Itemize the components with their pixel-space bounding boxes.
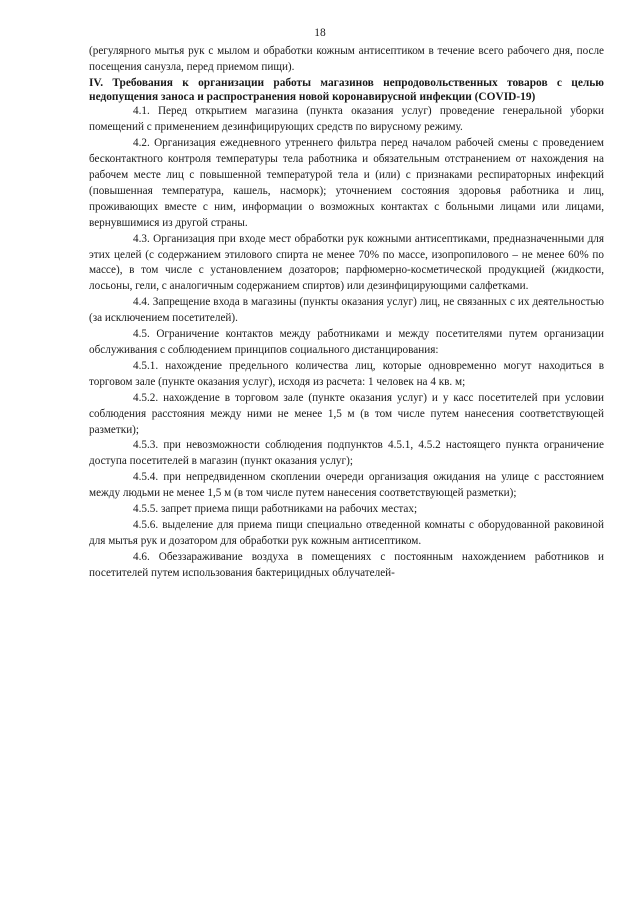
paragraph-4-1: 4.1. Перед открытием магазина (пункта оказания услуг) проведение генеральной уборки помещений с применением дезинфицирующих средств по вирусному режиму.: [89, 105, 604, 134]
paragraph-4-2: 4.2. Организация ежедневного утреннего фильтра перед началом рабочей смены с проведением бесконтактного контроля температуры тела работника и обязательным отстранением от нахождения на рабочем месте лиц с повышенной температурой тела и (или) с признаками респираторных инфекций (повышенная температура, кашель, насморк); уточнением состояния здоровья работника и лиц, проживающих вместе с ним, информации о возможных контактах с больными лицами или лицами, вернувшимися из другой страны.: [89, 137, 604, 229]
page-number: 18: [314, 27, 326, 39]
paragraph-4-5-2: 4.5.2. нахождение в торговом зале (пункте оказания услуг) и у касс посетителей при условии соблюдения расстояния между ними не менее 1,5 м (в том числе путем нанесения соответствующей разметки);: [89, 391, 604, 436]
paragraph-4-5-6: 4.5.6. выделение для приема пищи специально отведенной комнаты с оборудованной раковиной для мытья рук и дозатором для обработки рук кожным антисептиком.: [89, 518, 604, 547]
section-title: IV. Требования к организации работы магазинов непродовольственных товаров с целью недопущения заноса и распространения новой коронавирусной инфекции (COVID-19): [89, 76, 604, 104]
paragraph-4-5: 4.5. Ограничение контактов между работниками и между посетителями путем организации обслуживания с соблюдением принципов социального дистанцирования:: [89, 328, 604, 356]
paragraph-4-5-3: 4.5.3. при невозможности соблюдения подпунктов 4.5.1, 4.5.2 настоящего пункта ограничение доступа посетителей в магазин (пункт оказания услуг);: [89, 439, 604, 468]
paragraph-4-6: 4.6. Обеззараживание воздуха в помещениях с постоянным нахождением работников и посетителей путем использования бактерицидных облучателей-: [89, 550, 604, 579]
paragraph-4-5-4: 4.5.4. при непредвиденном скоплении очереди организация ожидания на улице с расстоянием между людьми не менее 1,5 м (в том числе путем нанесения соответствующей разметки);: [89, 471, 604, 500]
intro-paragraph: (регулярного мытья рук с мылом и обработки кожным антисептиком в течение всего рабочего дня, после посещения санузла, перед приемом пищи).: [89, 45, 604, 73]
paragraph-4-5-1: 4.5.1. нахождение предельного количества лиц, которые одновременно могут находиться в торговом зале (пункте оказания услуг), исходя из расчета: 1 человек на 4 кв. м;: [89, 359, 604, 388]
paragraph-4-3: 4.3. Организация при входе мест обработки рук кожными антисептиками, предназначенными для этих целей (с содержанием этилового спирта не менее 70% по массе, изопропилового – не менее 60% по массе), в том числе с установлением дозаторов; парфюмерно-косметической продукцией (жидкости, лосьоны, гели, с аналогичным содержанием спиртов) или дезинфицирующими салфетками.: [89, 232, 604, 293]
paragraph-4-4: 4.4. Запрещение входа в магазины (пункты оказания услуг) лиц, не связанных с их деятельностью (за исключением посетителей).: [89, 296, 604, 325]
paragraph-4-5-5: 4.5.5. запрет приема пищи работниками на рабочих местах;: [133, 503, 418, 516]
page-content: [89, 44, 604, 582]
